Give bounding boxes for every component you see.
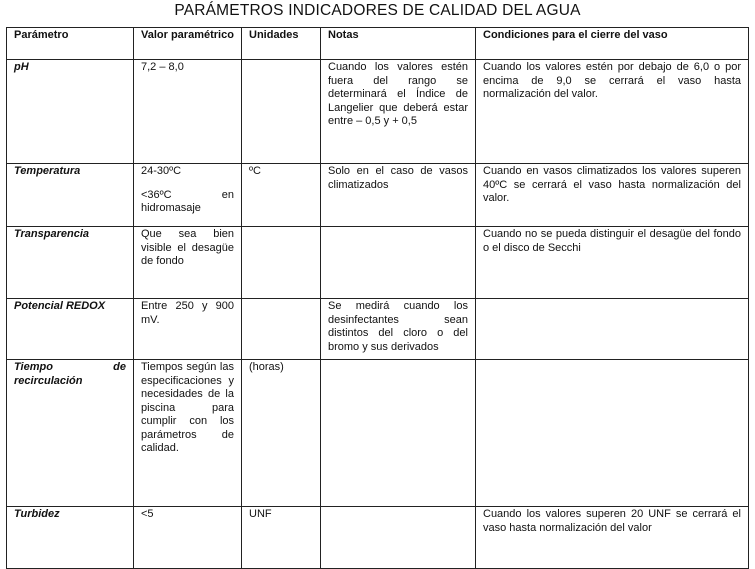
cell-parametro: Transparencia xyxy=(7,227,134,299)
cell-notas: Solo en el caso de vasos climatizados xyxy=(321,164,476,227)
valor-line: 24-30ºC xyxy=(141,165,182,177)
table-row xyxy=(7,507,749,569)
cell-parametro: Tiempo de recirculación xyxy=(7,360,134,507)
cell-unidades xyxy=(242,60,321,164)
cell-valor: <5 xyxy=(134,507,242,569)
cell-unidades xyxy=(242,227,321,299)
page-title: PARÁMETROS INDICADORES DE CALIDAD DEL AGUA xyxy=(174,2,581,19)
header-valor: Valor paramétrico xyxy=(134,28,242,60)
cell-parametro: pH xyxy=(7,60,134,164)
cell-notas xyxy=(321,227,476,299)
cell-valor: Entre 250 y 900 mV. xyxy=(134,299,242,360)
cell-parametro: Turbidez xyxy=(7,507,134,569)
cell-valor: Que sea bien visible el desagüe de fondo xyxy=(134,227,242,299)
cell-condiciones xyxy=(476,360,749,507)
table-row xyxy=(7,360,749,507)
table-row xyxy=(7,60,749,164)
cell-valor: Tiempos según las especificaciones y necesidades de la piscina para cumplir con los parámetros de calidad. xyxy=(134,360,242,507)
cell-valor xyxy=(134,164,242,227)
cell-notas xyxy=(321,360,476,507)
cell-unidades: (horas) xyxy=(242,360,321,507)
cell-valor: 7,2 – 8,0 xyxy=(134,60,242,164)
table-row xyxy=(7,299,749,360)
cell-notas: Cuando los valores estén fuera del rango se determinará el Índice de Langelier que deberá estar entre – 0,5 y + 0,5 xyxy=(321,60,476,164)
header-parametro: Parámetro xyxy=(7,28,134,60)
table-row xyxy=(7,227,749,299)
cell-unidades: ºC xyxy=(242,164,321,227)
cell-parametro: Temperatura xyxy=(7,164,134,227)
cell-condiciones xyxy=(476,299,749,360)
cell-notas xyxy=(321,507,476,569)
cell-condiciones: Cuando no se pueda distinguir el desagüe del fondo o el disco de Secchi xyxy=(476,227,749,299)
header-unidades: Unidades xyxy=(242,28,321,60)
cell-condiciones: Cuando en vasos climatizados los valores superen 40ºC se cerrará el vaso hasta normalización del valor. xyxy=(476,164,749,227)
cell-notas: Se medirá cuando los desinfectantes sean distintos del cloro o del bromo y sus derivados xyxy=(321,299,476,360)
water-quality-table xyxy=(6,27,749,569)
header-notas: Notas xyxy=(321,28,476,60)
header-condiciones: Condiciones para el cierre del vaso xyxy=(476,28,749,60)
cell-condiciones: Cuando los valores superen 20 UNF se cerrará el vaso hasta normalización del valor xyxy=(476,507,749,569)
valor-extra-line: <36ºC en hidromasaje xyxy=(141,188,234,214)
cell-condiciones: Cuando los valores estén por debajo de 6,0 o por encima de 9,0 se cerrará el vaso hasta normalización del valor. xyxy=(476,60,749,164)
header-row xyxy=(7,28,749,60)
table-row xyxy=(7,164,749,227)
cell-unidades: UNF xyxy=(242,507,321,569)
cell-parametro: Potencial REDOX xyxy=(7,299,134,360)
cell-unidades xyxy=(242,299,321,360)
